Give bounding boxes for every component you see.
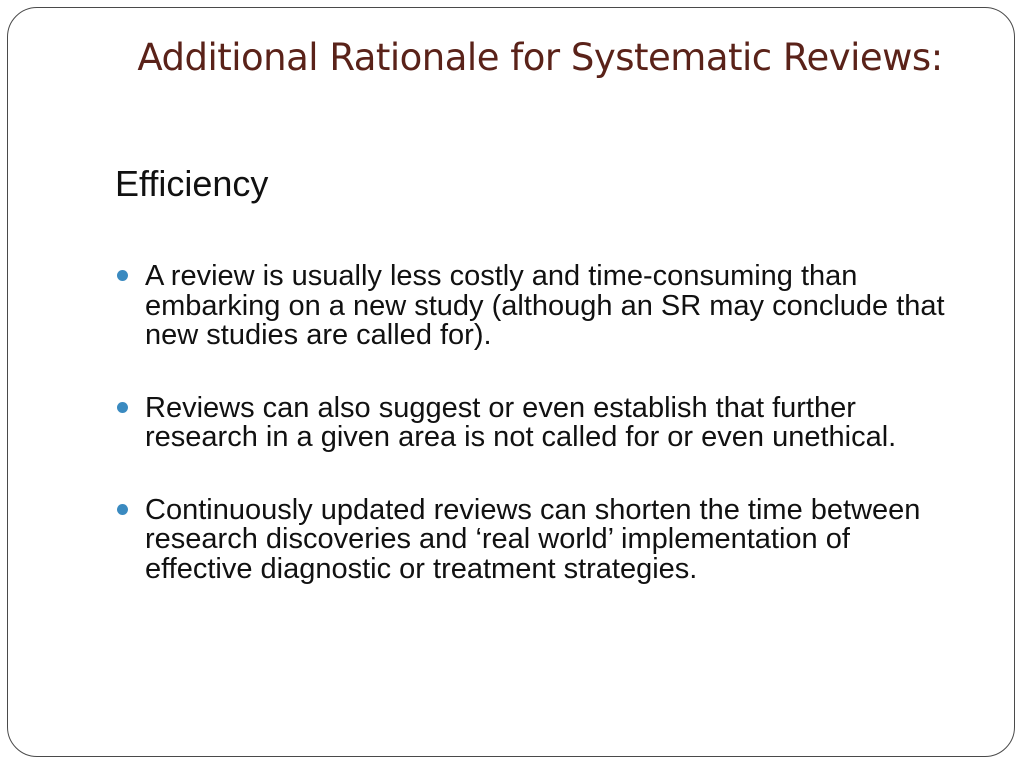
bullet-marker-icon (117, 504, 128, 515)
bullet-item (115, 493, 965, 585)
bullet-text: Continuously updated reviews can shorten the time between research discoveries and ‘real world’ implementation of effective diagnostic or treatment strategies. (145, 493, 921, 585)
bullet-text: A review is usually less costly and time-consuming than embarking on a new study (although an SR may conclude that new studies are called for). (145, 260, 945, 351)
bullet-marker-icon (117, 402, 128, 413)
bullet-list (115, 262, 965, 627)
slide-title: Additional Rationale for Systematic Reviews: (137, 36, 943, 79)
bullet-item (115, 391, 965, 453)
bullet-marker-icon (117, 270, 128, 281)
bullet-text: Reviews can also suggest or even establish that further research in a given area is not called for or even unethical. (145, 391, 897, 453)
section-heading: Efficiency (115, 163, 269, 204)
bullet-item (115, 262, 965, 351)
